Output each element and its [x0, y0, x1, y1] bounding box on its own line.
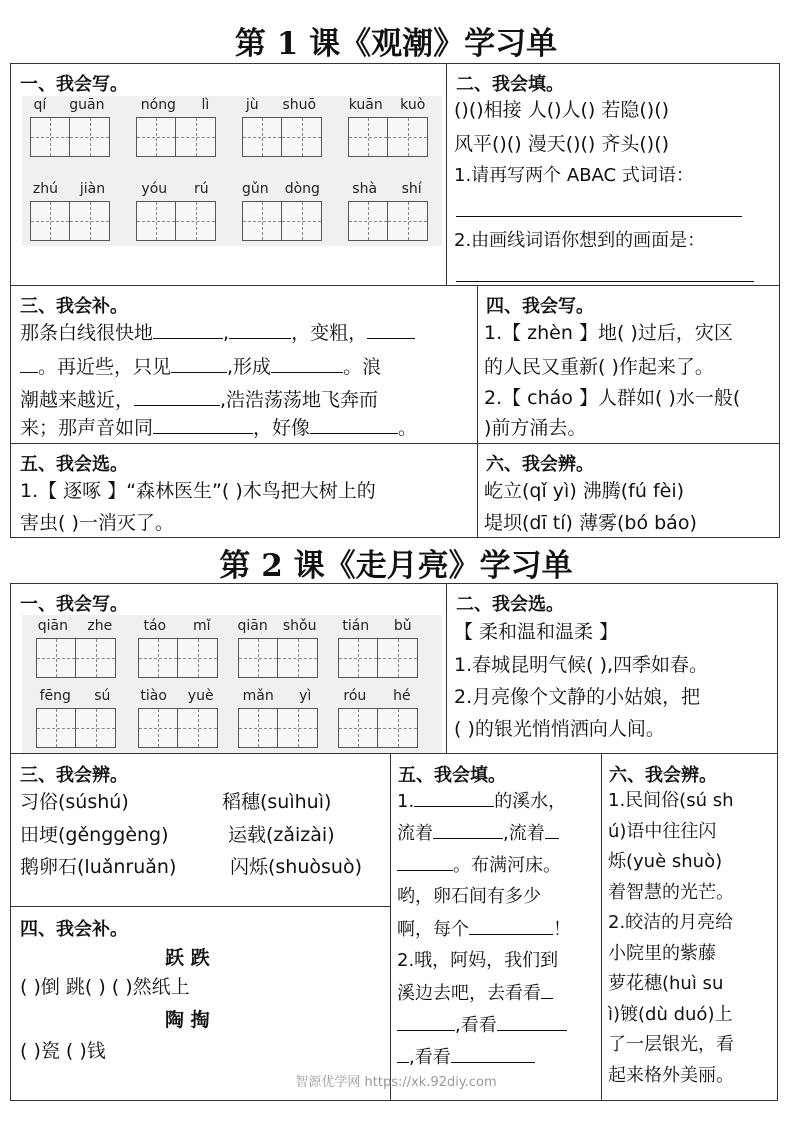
- lesson1-s3-line4: 来；那声音如同 ，好像 。: [20, 411, 417, 445]
- tian-zi-cell[interactable]: [76, 708, 116, 748]
- lesson1-s5-line1: 1.【 逐啄 】“森林医生”( )木鸟把大树上的: [20, 480, 376, 502]
- lesson1-s3-line2: 。再近些，只见 ,形成 。浪: [20, 350, 381, 384]
- lesson2-s6-line: 烁(yuè shuò): [608, 851, 723, 872]
- lesson2-s6-line: ì)镀(dù duó)上: [608, 1003, 733, 1025]
- pinyin-label: qiān zhe: [37, 618, 113, 634]
- lesson1-s2-q2: 2.由画线词语你想到的画面是：: [454, 230, 706, 251]
- tian-zi-cell[interactable]: [176, 201, 216, 241]
- lesson2-s6-line: 了一层银光，看: [608, 1034, 734, 1055]
- lesson1-s3-head: 三、我会补。: [20, 296, 128, 317]
- lesson2-s5-line1: 1. 的溪水，: [397, 785, 566, 818]
- lesson2-title: 第 2 课《走月亮》学习单: [219, 548, 573, 584]
- tian-zi-cell[interactable]: [178, 638, 218, 678]
- lesson1-s4-line4: )前方涌去。: [484, 417, 587, 439]
- tian-zi-cell[interactable]: [138, 638, 178, 678]
- lesson2-s2-line1: 【 柔和温和温柔 】: [454, 621, 619, 643]
- tian-zi-cell[interactable]: [378, 638, 418, 678]
- tian-zi-cell[interactable]: [338, 708, 378, 748]
- tian-zi-cell[interactable]: [70, 201, 110, 241]
- lesson2-s6-line: 起来格外美丽。: [608, 1064, 734, 1086]
- lesson2-s2-line3: 2.月亮像个文静的小姑娘，把: [454, 686, 701, 708]
- tian-zi-cell[interactable]: [70, 117, 110, 157]
- lesson2-s5-line2: 流着 ,流着: [397, 817, 559, 850]
- lesson1-s2-line2: 风平()() 漫天()() 齐头()(): [454, 133, 670, 155]
- pinyin-label: shà shí: [352, 181, 422, 197]
- pinyin-label: jù shuō: [245, 97, 317, 113]
- tian-zi-cell[interactable]: [278, 638, 318, 678]
- tian-zi-cell[interactable]: [282, 201, 322, 241]
- tian-zi-cell[interactable]: [238, 638, 278, 678]
- lesson1-s4-head: 四、我会写。: [486, 296, 594, 317]
- lesson2-s5-line3: 。布满河床。: [397, 849, 561, 882]
- tian-zi-cell[interactable]: [242, 117, 282, 157]
- tian-zi-cell[interactable]: [282, 117, 322, 157]
- tian-zi-cell[interactable]: [136, 201, 176, 241]
- pinyin-label: róu hé: [343, 688, 411, 704]
- tian-zi-cell[interactable]: [178, 708, 218, 748]
- lesson1-s2-head: 二、我会填。: [456, 74, 564, 95]
- lesson1-s1-head: 一、我会写。: [20, 74, 128, 95]
- lesson1-title: 第 1 课《观潮》学习单: [234, 26, 558, 62]
- lesson2-s3-head: 三、我会辨。: [20, 765, 128, 786]
- tian-zi-cell[interactable]: [348, 117, 388, 157]
- lesson2-s4-line1: ( )倒 跳( ) ( )然纸上: [20, 976, 190, 998]
- lesson2-s1-head: 一、我会写。: [20, 594, 128, 615]
- tian-zi-cell[interactable]: [176, 117, 216, 157]
- tian-zi-cell[interactable]: [348, 201, 388, 241]
- lesson2-s3-r2a: 田埂(gěnggèng): [20, 824, 169, 846]
- lesson1-s2-q1: 1.请再写两个 ABAC 式词语：: [454, 165, 694, 186]
- lesson2-s2-head: 二、我会选。: [456, 594, 564, 615]
- lesson2-s3-r1a: 习俗(súshú): [20, 791, 129, 813]
- lesson2-s6-line: 萝花穗(huì su: [608, 973, 724, 994]
- lesson2-s5-head: 五、我会填。: [398, 765, 506, 786]
- lesson2-s5-line5: 啊，每个 ！: [397, 913, 571, 946]
- tian-zi-cell[interactable]: [338, 638, 378, 678]
- lesson2-s4-line2: ( )瓷 ( )钱: [20, 1040, 106, 1062]
- lesson2-s2-line2: 1.春城昆明气候( ),四季如春。: [454, 654, 709, 676]
- pinyin-label: tián bǔ: [342, 618, 412, 634]
- lesson2-s6-line: 2.皎洁的月亮给: [608, 912, 734, 933]
- lesson2-s6-line: 1.民间俗(sú sh: [608, 790, 734, 811]
- lesson2-s5-line6: 2.哦，阿妈，我们到: [397, 950, 559, 971]
- tian-zi-cell[interactable]: [30, 117, 70, 157]
- lesson1-s3-line1: 那条白线很快地 , ，变粗，: [20, 316, 415, 350]
- pinyin-label: fēng sú: [39, 688, 111, 704]
- lesson2-s5-line8: ,看看: [397, 1009, 567, 1042]
- lesson2-s5-line7: 溪边去吧，去看看: [397, 977, 553, 1010]
- pinyin-label: táo mǐ: [143, 618, 211, 634]
- tian-zi-cell[interactable]: [36, 708, 76, 748]
- lesson1-s4-line2: 的人民又重新( )作起来了。: [484, 356, 714, 378]
- lesson2-s4-head: 四、我会补。: [20, 919, 128, 940]
- lesson2-s6-line: 着智慧的光芒。: [608, 881, 734, 903]
- tian-zi-cell[interactable]: [138, 708, 178, 748]
- tian-zi-cell[interactable]: [136, 117, 176, 157]
- lesson2-s3-r3b: 闪烁(shuòsuò): [230, 856, 362, 878]
- pinyin-label: qí guān: [33, 97, 105, 113]
- lesson1-s4-line1: 1.【 zhèn 】地( )过后，灾区: [484, 322, 733, 344]
- lesson1-s2-answer-line1[interactable]: [456, 216, 742, 217]
- lesson1-s2-line1: ()()相接 人()人() 若隐()(): [454, 99, 670, 121]
- lesson1-s6-line2: 堤坝(dī tí) 薄雾(bó báo): [484, 512, 697, 534]
- tian-zi-cell[interactable]: [76, 638, 116, 678]
- pinyin-label: qiān shǒu: [237, 618, 317, 634]
- lesson2-s4-pair1: 跃 跌: [165, 947, 210, 969]
- pinyin-label: mǎn yì: [242, 688, 312, 704]
- pinyin-label: zhú jiàn: [32, 181, 106, 197]
- pinyin-label: nóng lì: [140, 97, 210, 113]
- lesson2-s4-pair2: 陶 掏: [165, 1009, 210, 1031]
- lesson2-s6-line: 小院里的紫藤: [608, 942, 716, 964]
- lesson1-s6-head: 六、我会辨。: [486, 454, 594, 475]
- tian-zi-cell[interactable]: [238, 708, 278, 748]
- lesson1-s2-answer-line2[interactable]: [456, 281, 754, 282]
- lesson2-s3-r3a: 鹅卵石(luǎnruǎn): [20, 856, 177, 878]
- tian-zi-cell[interactable]: [378, 708, 418, 748]
- lesson2-s2-line4: ( )的银光悄悄洒向人间。: [454, 718, 665, 740]
- pinyin-label: tiào yuè: [140, 688, 214, 704]
- lesson1-s6-line1: 屹立(qǐ yì) 沸腾(fú fèi): [484, 480, 685, 502]
- lesson1-s3-line3: 潮越来越近， ,浩浩荡荡地飞奔而: [20, 383, 378, 417]
- tian-zi-cell[interactable]: [388, 201, 428, 241]
- tian-zi-cell[interactable]: [278, 708, 318, 748]
- pinyin-label: gǔn dòng: [242, 181, 320, 197]
- pinyin-label: kuān kuò: [348, 97, 426, 113]
- tian-zi-cell[interactable]: [242, 201, 282, 241]
- tian-zi-cell[interactable]: [30, 201, 70, 241]
- lesson2-s3-r2b: 运载(zǎizài): [228, 824, 335, 846]
- lesson1-s5-head: 五、我会选。: [20, 454, 128, 475]
- lesson2-s5-line4: 哟，卵石间有多少: [397, 886, 541, 907]
- pinyin-label: yóu rú: [141, 181, 209, 197]
- footer-watermark: 智源优学网 https://xk.92diy.com: [295, 1075, 497, 1090]
- lesson1-s5-line2: 害虫( )一消灭了。: [20, 512, 174, 534]
- lesson2-s6-head: 六、我会辨。: [609, 765, 717, 786]
- lesson2-s3-r1b: 稻穗(suìhuì): [222, 791, 332, 813]
- tian-zi-cell[interactable]: [36, 638, 76, 678]
- lesson2-s6-line: ú)语中往往闪: [608, 820, 717, 842]
- tian-zi-cell[interactable]: [388, 117, 428, 157]
- lesson2-s5-line9: ,看看: [397, 1041, 535, 1074]
- lesson1-s4-line3: 2.【 cháo 】人群如( )水一般(: [484, 387, 741, 409]
